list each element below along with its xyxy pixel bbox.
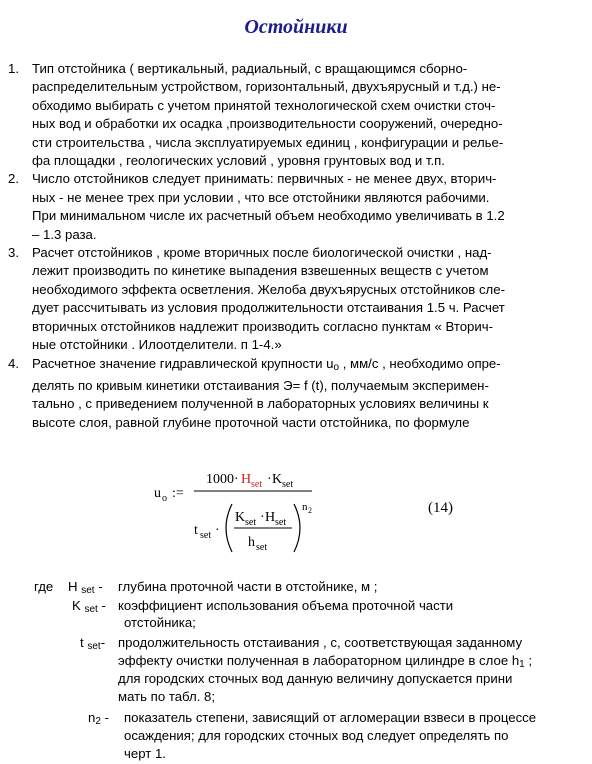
- numerator-dot: ·: [267, 472, 272, 487]
- inner-h: H: [265, 510, 276, 525]
- denominator-t: t: [194, 523, 198, 538]
- list-item-number: 1.: [8, 61, 19, 76]
- paragraph-line: делять по кривым кинетики отстаивания Э= f (t), получаемым эксперимен-: [32, 377, 489, 393]
- list-item-number: 2.: [8, 171, 19, 187]
- paragraph-line: Тип отстойника ( вертикальный, радиальный, с вращающимся сборно-: [32, 61, 468, 76]
- paragraph-line: При минимальном числе их расчетный объем необходимо увеличивать в 1.2: [32, 208, 505, 224]
- list-item: [8, 170, 580, 244]
- inner-h-subscript: set: [275, 517, 287, 528]
- exponent-subscript: 2: [308, 506, 312, 515]
- paragraph-line: [32, 355, 580, 377]
- definition-text: для городских сточных вод данную величину допускается прини: [118, 671, 513, 686]
- definition-text: коэффициент использования объема проточной части: [118, 598, 454, 613]
- paragraph-line: ные отстойники . Илоотделители. п 1-4.»: [32, 337, 282, 353]
- definition-symbol: K $_{set}$ -: [72, 598, 106, 615]
- paragraph-line: лежит производить по кинетике выпадения взвешенных веществ с учетом: [32, 263, 489, 279]
- definition-text: продолжительность отстаивания , с, соответствующая заданному: [118, 635, 523, 650]
- left-paren: [226, 504, 232, 552]
- definition-symbol: t $_{set}$-: [80, 635, 106, 652]
- paragraph-line: – 1.3 раза.: [32, 226, 97, 242]
- list-item-number: 3.: [8, 245, 19, 261]
- definition-text: эффекту очистки полученная в лабораторном цилиндре в слое $h_1$ ;: [118, 653, 533, 670]
- paragraph-line: высоте слоя, равной глубине проточной части отстойника, по формуле: [32, 414, 470, 430]
- definition-text: осаждения; для городских сточных вод следует определять по: [124, 728, 509, 743]
- paragraph-line: тально , с приведением полученной в лабораторных условиях величины к: [32, 396, 489, 412]
- definition-symbol: $n_2$ -: [88, 710, 109, 727]
- numerator-k-subscript: set: [282, 479, 294, 490]
- definition-text: отстойника;: [124, 615, 196, 630]
- paragraph-line: ных - не менее трех при условии , что все отстойники являются рабочими.: [32, 189, 490, 205]
- denominator-t-subscript: set: [200, 530, 212, 541]
- subscript: o: [333, 361, 340, 373]
- paragraph-line: обходимо выбирать с учетом принятой технологической схем очистки сточ-: [32, 97, 496, 113]
- paragraph-line: вторичных отстойников надлежит производить согласно пунктам « Вторич-: [32, 318, 494, 334]
- inner-k-subscript: set: [245, 517, 257, 528]
- paragraph-line: распределительным устройством, горизонтальный, двухъярусный и т.д.) не-: [32, 79, 501, 95]
- paragraph-line: Число отстойников следует принимать: первичных - не менее двух, вторич-: [32, 171, 497, 187]
- definition-symbol: H $_{set}$ -: [68, 579, 103, 596]
- paragraph-line: ных вод и обработки их осадка ,производительности сооружений, очередно-: [32, 116, 503, 132]
- definition-text: глубина проточной части в отстойнике, м ;: [118, 579, 378, 594]
- definition-prefix: где: [34, 579, 54, 594]
- inner-h-lower-subscript: set: [256, 542, 268, 553]
- formula-lhs: u: [154, 486, 161, 501]
- inner-k: K: [235, 510, 246, 525]
- paragraph-text: , мм/с , необходимо опре-: [342, 355, 501, 371]
- paragraph-line: фа площадки , геологических условий , уровня грунтовых вод и т.п.: [32, 153, 445, 169]
- list-item: [8, 355, 580, 433]
- paragraph-line: дует рассчитывать из условия продолжительности отстаивания 1.5 ч. Расчет: [32, 300, 505, 316]
- paragraph-line: необходимого эффекта осветления. Желоба двухъярусных отстойников сле-: [32, 281, 505, 297]
- definition-text: черт 1.: [124, 746, 166, 761]
- list-item-number: 4.: [8, 355, 19, 371]
- numerator-coefficient: 1000·: [206, 472, 239, 487]
- requirements-list: [8, 60, 580, 432]
- page-title: Остойники: [244, 16, 348, 38]
- formula-lhs-subscript: o: [162, 493, 167, 504]
- list-item: [8, 244, 580, 354]
- paragraph-line: Расчет отстойников , кроме вторичных после биологической очистки , над-: [32, 245, 492, 261]
- numerator-h-subscript: set: [251, 479, 263, 490]
- inner-h-lower: h: [248, 535, 255, 550]
- definition-text: показатель степени, зависящий от агломерации взвеси в процессе: [124, 710, 537, 725]
- formula: [140, 466, 470, 576]
- equation-number: (14): [428, 500, 453, 516]
- numerator-k: K: [272, 472, 283, 487]
- inner-dot: ·: [260, 510, 265, 525]
- right-paren: [294, 504, 300, 552]
- numerator-h: H: [241, 472, 252, 487]
- definition-text: мать по табл. 8;: [118, 689, 216, 704]
- formula-assign: :=: [172, 486, 184, 501]
- list-item: [8, 60, 580, 170]
- denominator-dot: ·: [215, 523, 220, 538]
- exponent: n: [302, 501, 308, 513]
- paragraph-text: Расчетное значение гидравлической крупности u: [32, 355, 334, 371]
- paragraph-line: сти строительства , числа эксплуатируемых единиц , конфигурации и релье-: [32, 134, 504, 150]
